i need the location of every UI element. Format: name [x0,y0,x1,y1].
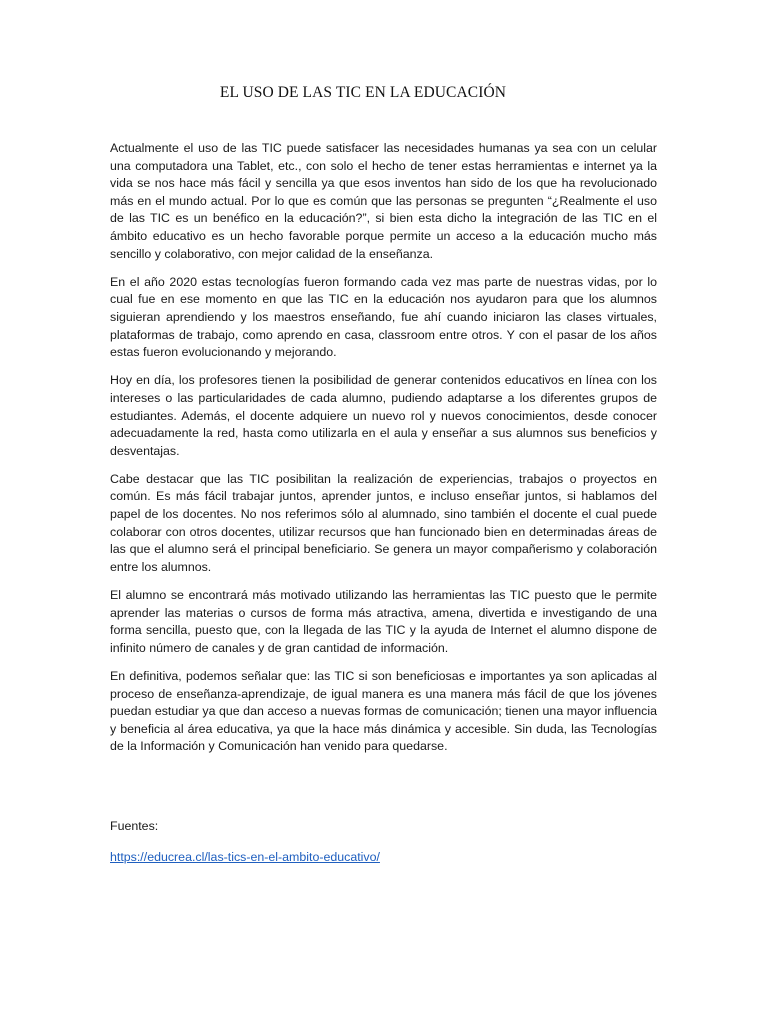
document-body [110,140,657,767]
paragraph-3: Hoy en día, los profesores tienen la posibilidad de generar contenidos educativos en línea con los intereses o las particularidades de cada alumno, pudiendo adaptarse a los diferentes grupos de estudiantes. Además, el docente adquiere un nuevo rol y nuevos conocimientos, desde conocer adecuadamente la red, hasta como utilizarla en el aula y enseñar a sus alumnos sus beneficios y desventajas. [110,373,657,458]
paragraph-5: El alumno se encontrará más motivado utilizando las herramientas las TIC puesto que le permite aprender las materias o cursos de forma más atractiva, amena, divertida e investigando de una forma sencilla, puesto que, con la llegada de las TIC y la ayuda de Internet el alumno dispone de infinito número de canales y de gran cantidad de información. [110,588,657,655]
paragraph-4: Cabe destacar que las TIC posibilitan la realización de experiencias, trabajos o proyectos en común. Es más fácil trabajar juntos, aprender juntos, e incluso enseñar juntos, si hablamos del papel de los docentes. No nos referimos sólo al alumnado, sino también el docente el cual puede colaborar con otros docentes, utilizar recursos que han funcionado bien en determinadas áreas de las que el alumno será el principal beneficiario. Se genera un mayor compañerismo y colaboración entre los alumnos. [110,471,657,574]
document-title: EL USO DE LAS TIC EN LA EDUCACIÓN [219,84,507,101]
sources-label: Fuentes: [110,819,159,833]
paragraph-2: En el año 2020 estas tecnologías fueron formando cada vez mas parte de nuestras vidas, por lo cual fue en ese momento en que las TIC en la educación nos ayudaron para que los alumnos siguieran aprendiendo y los maestros enseñando, fue ahí cuando iniciaron las clases virtuales, plataformas de trabajo, como aprendo en casa, classroom entre otros. Y con el pasar de los años estas fueron evolucionando y mejorando. [110,274,657,360]
paragraph-6: En definitiva, podemos señalar que: las TIC si son beneficiosas e importantes ya son aplicadas al proceso de enseñanza-aprendizaje, de igual manera es una manera más fácil de que los jóvenes puedan estudiar ya que dan acceso a nuevas formas de comunicación; tienen una mayor influencia y beneficia al área educativa, ya que la hace más dinámica y accesible. Sin duda, las Tecnologías de la Información y Comunicación han venido para quedarse. [110,669,657,754]
paragraph-1: Actualmente el uso de las TIC puede satisfacer las necesidades humanas ya sea con un celular una computadora una Tablet, etc., con solo el hecho de tener estas herramientas e internet ya la vida se nos hace más fácil y sencilla ya que esos inventos han sido de los que ha revolucionado más en el mundo actual. Por lo que es común que las personas se pregunten “¿Realmente el uso de las TIC es un benéfico en la educación?”, si bien esta dicho la integración de las TIC en el ámbito educativo es un hecho favorable porque permite un acceso a la educación mucho más sencillo y colaborativo, con mejor calidad de la enseñanza. [110,141,657,261]
source-link[interactable]: https://educrea.cl/las-tics-en-el-ambito-educativo/ [110,849,380,864]
sources-section [110,818,657,866]
